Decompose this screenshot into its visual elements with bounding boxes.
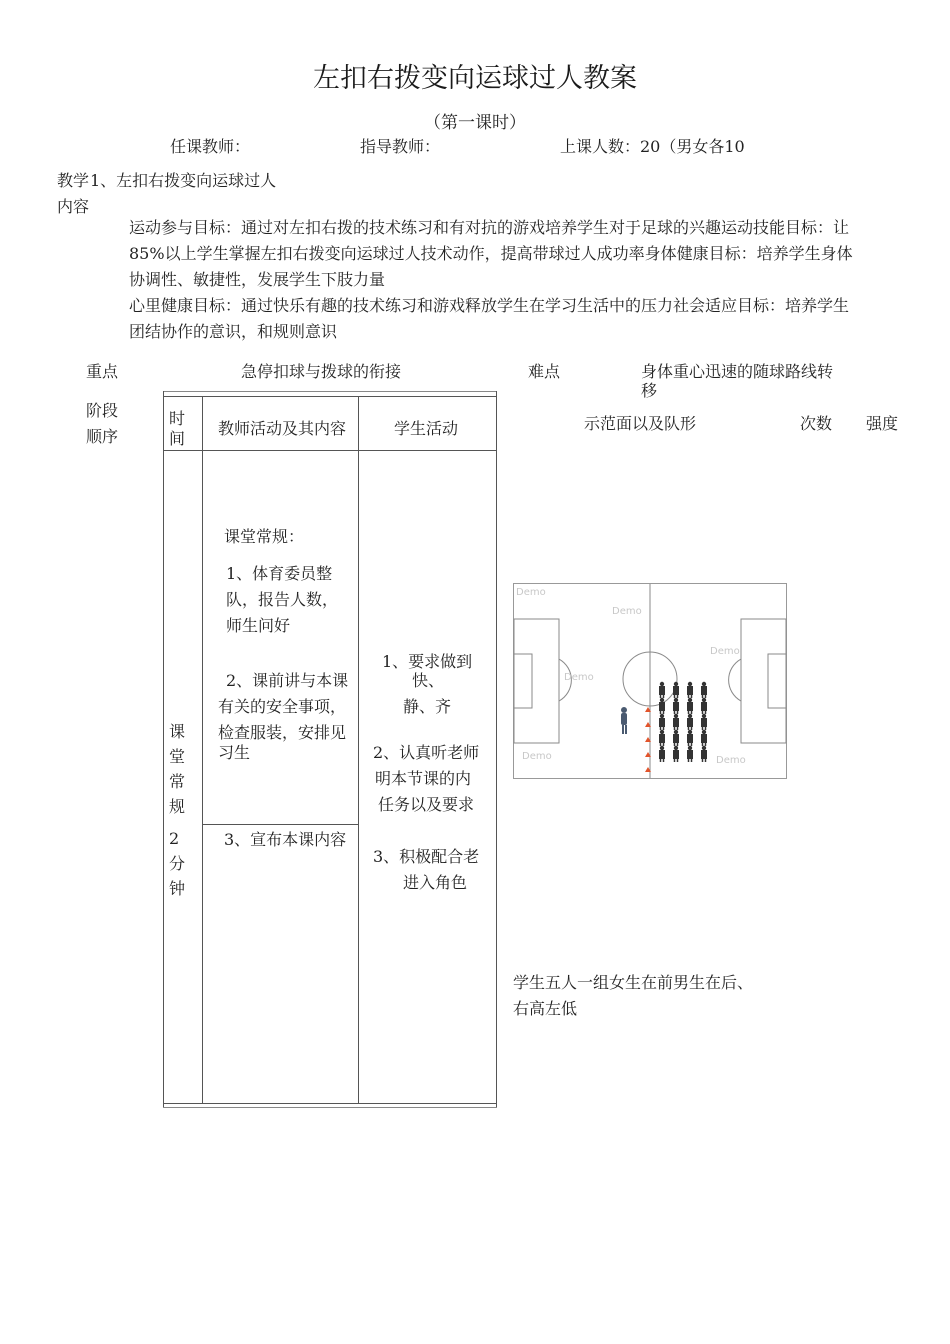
right-penalty-box: [741, 619, 786, 743]
section-name-char: 常: [169, 772, 186, 791]
objective-line-1: 运动参与目标：通过对左扣右拨的技术练习和有对抗的游戏培养学生对于足球的兴趣运动技能目标：让: [129, 218, 850, 237]
student-player: [701, 682, 707, 698]
teacher-item2-line1: 2、课前讲与本课: [226, 671, 349, 690]
objective-line-2: 85%以上学生掌握左扣右拨变向运球过人技术动作，提高带球过人成功率身体健康目标：培养学生身体: [129, 244, 853, 263]
difficulty-label: 难点: [528, 362, 561, 381]
student-player: [701, 714, 707, 730]
header-student-activity: 学生活动: [394, 419, 459, 438]
lesson-subtitle: （第一课时）: [424, 113, 526, 133]
student-player: [687, 714, 693, 730]
student-player: [659, 730, 665, 746]
watermark: Demo: [516, 587, 546, 598]
duration-char: 钟: [169, 879, 186, 898]
header-time-line2: 间: [169, 429, 186, 448]
section-duration: [169, 826, 189, 901]
student-player: [673, 730, 679, 746]
student-item3-line1: 3、积极配合老: [373, 847, 480, 866]
teacher-label: 任课教师：: [170, 137, 251, 156]
student-player: [673, 682, 679, 698]
student-player: [687, 746, 693, 762]
teacher-item1-line3: 师生问好: [226, 616, 291, 635]
student-item1-line3: 静、齐: [403, 697, 452, 716]
watermark: Demo: [522, 751, 552, 762]
student-item3-line2: 进入角色: [403, 873, 468, 892]
section-name: [169, 719, 189, 819]
content-text: 1、左扣右拨变向运球过人: [90, 171, 277, 190]
formation-note-line2: 右高左低: [513, 999, 578, 1018]
teacher-item2-line4: 习生: [218, 743, 251, 762]
student-player: [673, 746, 679, 762]
student-player: [687, 682, 693, 698]
content-label: 教学: [57, 171, 90, 190]
student-player: [701, 698, 707, 714]
teacher-item2-line2: 有关的安全事项，: [218, 697, 347, 716]
section-name-char: 课: [169, 722, 186, 741]
student-player: [673, 714, 679, 730]
right-penalty-arc: [729, 659, 741, 701]
student-item1-line1: 1、要求做到: [382, 652, 473, 671]
player-rows: [659, 682, 707, 762]
formation-diagram: [513, 583, 787, 779]
student-player: [687, 698, 693, 714]
duration-char: 2: [169, 829, 180, 848]
student-player: [701, 730, 707, 746]
left-goal-box: [514, 654, 532, 708]
objective-line-5: 团结协作的意识，和规则意识: [129, 322, 338, 341]
header-intensity: 强度: [866, 414, 899, 433]
student-item2-line1: 2、认真听老师: [373, 743, 480, 762]
mentor-label: 指导教师：: [360, 137, 441, 156]
page-title: 左扣右拨变向运球过人教案: [313, 63, 637, 94]
student-player: [673, 698, 679, 714]
watermark: Demo: [710, 646, 740, 657]
header-demo: 示范面以及队形: [584, 414, 697, 433]
right-goal-box: [768, 654, 786, 708]
student-item2-line2: 明本节课的内: [375, 769, 472, 788]
section-name-char: 规: [169, 797, 186, 816]
difficulty-value: 身体重心迅速的随球路线转: [641, 362, 834, 381]
student-player: [659, 682, 665, 698]
key-point-value: 急停扣球与拨球的衔接: [241, 362, 402, 381]
content-label-line2: 内容: [57, 197, 90, 216]
section-name-char: 堂: [169, 747, 186, 766]
student-player: [687, 730, 693, 746]
header-times: 次数: [800, 414, 833, 433]
student-count-label: 上课人数：20（男女各10: [560, 137, 745, 156]
student-player: [659, 698, 665, 714]
teacher-item1-line1: 1、体育委员整: [226, 564, 333, 583]
left-penalty-box: [514, 619, 559, 743]
stage-label: 阶段: [86, 401, 119, 420]
formation-note-line1: 学生五人一组女生在前男生在后、: [513, 973, 754, 992]
soccer-field-svg: [514, 584, 786, 778]
student-item1-line2: 快、: [412, 671, 445, 690]
stage-label-line2: 顺序: [86, 427, 119, 446]
teacher-item1-line2: 队，报告人数，: [226, 590, 339, 609]
student-item2-line3: 任务以及要求: [378, 795, 475, 814]
student-player: [701, 746, 707, 762]
duration-char: 分: [169, 854, 186, 873]
teacher-heading: 课堂常规：: [224, 527, 305, 546]
header-teacher-activity: 教师活动及其内容: [218, 419, 347, 438]
student-player: [659, 746, 665, 762]
objective-line-3: 协调性、敏捷性，发展学生下肢力量: [129, 270, 386, 289]
header-info-clipped: [170, 132, 770, 156]
teacher-figure: [621, 707, 627, 734]
header-time: 时: [169, 409, 186, 428]
teacher-item3: 3、宣布本课内容: [224, 830, 347, 849]
student-player: [659, 714, 665, 730]
key-point-label: 重点: [86, 362, 119, 381]
watermark: Demo: [564, 672, 594, 683]
watermark: Demo: [612, 606, 642, 617]
teacher-item2-line3: 检查服装，安排见: [218, 723, 347, 742]
watermark: Demo: [716, 755, 746, 766]
objective-line-4: 心里健康目标：通过快乐有趣的技术练习和游戏释放学生在学习生活中的压力社会适应目标：培养学生: [129, 296, 850, 315]
difficulty-value-line2: 移: [641, 381, 658, 400]
